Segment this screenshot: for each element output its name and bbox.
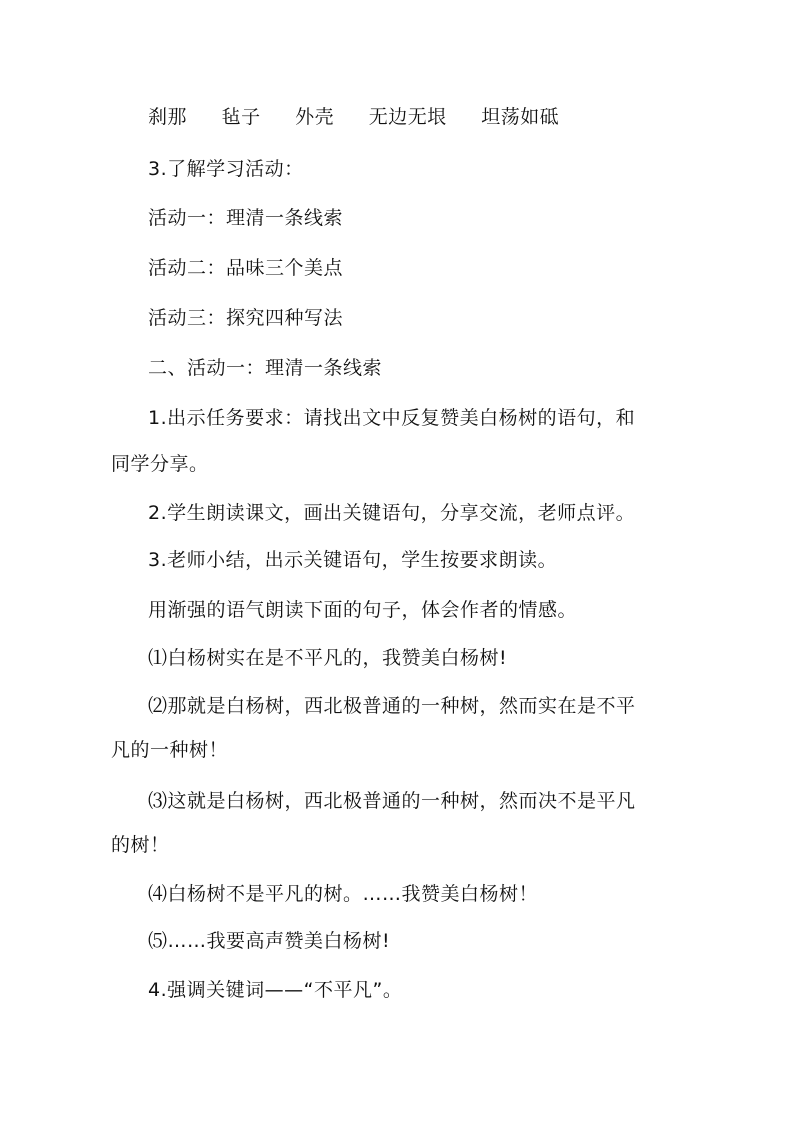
- quote-2-continued: 凡的一种树！: [111, 739, 229, 761]
- quote-3: ⑶这就是白杨树，西北极普通的一种树，然而决不是平凡: [148, 790, 636, 812]
- quote-5: ⑸……我要高声赞美白杨树!: [148, 930, 391, 952]
- reading-instruction: 用渐强的语气朗读下面的句子，体会作者的情感。: [148, 599, 578, 621]
- vocab-word: 毡子: [221, 106, 261, 128]
- step-3: 3.老师小结，出示关键语句，学生按要求朗读。: [148, 549, 558, 571]
- activity-2: 活动二：品味三个美点: [148, 257, 344, 279]
- task-requirement: 1.出示任务要求：请找出文中反复赞美白杨树的语句，和: [148, 407, 636, 429]
- quote-1: ⑴白杨树实在是不平凡的，我赞美白杨树!: [148, 647, 508, 669]
- quote-4: ⑷白杨树不是平凡的树。……我赞美白杨树！: [148, 883, 539, 905]
- step-4: 4.强调关键词——“不平凡”。: [148, 979, 403, 1001]
- vocab-word: 刹那: [148, 106, 188, 128]
- quote-3-continued: 的树！: [111, 834, 170, 856]
- step-2: 2.学生朗读课文，画出关键语句，分享交流，老师点评。: [148, 502, 636, 524]
- quote-2: ⑵那就是白杨树，西北极普通的一种树，然而实在是不平: [148, 695, 636, 717]
- section-step-3: 3.了解学习活动：: [148, 158, 304, 180]
- activity-1: 活动一：理清一条线索: [148, 207, 344, 229]
- task-requirement-continued: 同学分享。: [111, 453, 209, 475]
- vocab-word: 无边无垠: [368, 106, 447, 128]
- vocab-word: 外壳: [295, 106, 335, 128]
- activity-3: 活动三：探究四种写法: [148, 307, 344, 329]
- vocabulary-row: [0, 104, 794, 130]
- vocab-word: 坦荡如砥: [481, 106, 560, 128]
- section-heading: 二、活动一：理清一条线索: [148, 357, 383, 379]
